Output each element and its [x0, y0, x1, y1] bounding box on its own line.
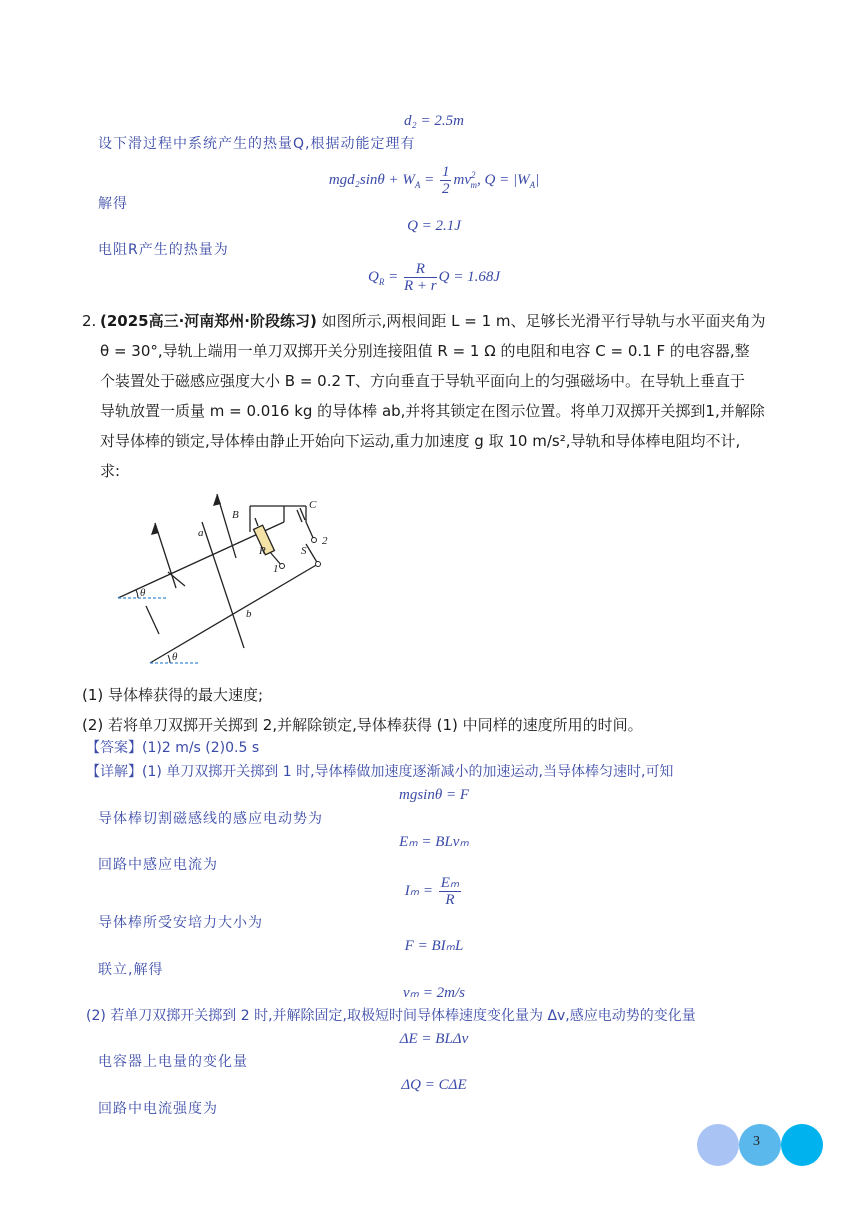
- detail-line: [86, 763, 673, 781]
- eq-emf: Eₘ = BLvₘ: [399, 834, 469, 850]
- problem-text-line: 导轨放置一质量 m = 0.016 kg 的导体棒 ab,并将其锁定在图示位置。将单刀双掷开关掷到1,并解除: [100, 402, 765, 420]
- problem-text-line: 对导体棒的锁定,导体棒由静止开始向下运动,重力加速度 g 取 10 m/s²,导轨和导体棒电阻均不计,: [100, 432, 741, 450]
- label-a: a: [198, 527, 204, 539]
- label-2: 2: [322, 535, 328, 547]
- q-equation: Q = 2.1J: [407, 218, 461, 234]
- label-B: B: [232, 509, 239, 521]
- detail-text: (1) 单刀双掷开关掷到 1 时,导体棒做加速度逐渐减小的加速运动,当导体棒匀速时,可知: [142, 764, 674, 780]
- current-strength-label: 回路中电流强度为: [98, 1101, 218, 1117]
- problem-text-line: 求:: [100, 462, 121, 480]
- label-theta-bottom: θ: [172, 651, 178, 663]
- problem-number: 2.: [82, 312, 97, 330]
- label-b: b: [246, 608, 252, 620]
- sub-question-2: (2) 若将单刀双掷开关掷到 2,并解除锁定,导体棒获得 (1) 中同样的速度所用的时间。: [82, 716, 643, 734]
- qr-equation: $Q_R$ = $\frac{R}{R + r}$ Q = 1.68J: [368, 261, 500, 295]
- problem-text-line: (2025高三·河南郑州·阶段练习) 如图所示,两根间距 L = 1 m、足够长光滑平行导轨与水平面夹角为: [100, 312, 766, 330]
- label-R: R: [259, 545, 266, 557]
- heat-intro-text: 设下滑过程中系统产生的热量Q,根据动能定理有: [98, 136, 416, 152]
- problem-source: (2025高三·河南郑州·阶段练习): [100, 312, 317, 330]
- circle-mid: [739, 1124, 781, 1166]
- problem-text-line: 个装置处于磁感应强度大小 B = 0.2 T、方向垂直于导轨平面向上的匀强磁场中。在导轨上垂直于: [100, 372, 745, 390]
- eq-current: Iₘ = $\frac{\text{Eₘ}}{R}$: [404, 875, 460, 909]
- eq-velocity: vₘ = 2m/s: [403, 985, 465, 1001]
- answer-tag: 【答案】: [86, 740, 142, 756]
- label-C: C: [309, 499, 317, 511]
- force-label: 导体棒所受安培力大小为: [98, 915, 263, 931]
- eq-delta-e: ΔE = BLΔv: [399, 1031, 469, 1047]
- r-heat-label: 电阻R产生的热量为: [98, 242, 229, 258]
- lower-rail: [150, 564, 318, 663]
- detail-tag: 【详解】: [86, 764, 142, 780]
- rail-diagram: [110, 488, 340, 673]
- switch-pivot: [316, 562, 321, 567]
- sub-question-1: (1) 导体棒获得的最大速度;: [82, 686, 264, 704]
- page-number-decoration: [697, 1124, 827, 1168]
- solve-label-2: 联立,解得: [98, 962, 164, 978]
- eq-delta-q: ΔQ = CΔE: [401, 1077, 467, 1093]
- answer-text: (1)2 m/s (2)0.5 s: [142, 740, 260, 756]
- current-label: 回路中感应电流为: [98, 857, 218, 873]
- charge-label: 电容器上电量的变化量: [98, 1054, 248, 1070]
- label-S: S: [301, 545, 307, 557]
- eq-force: F = BIₘL: [404, 938, 464, 954]
- d2-equation: d₂ = 2.5m: [404, 113, 464, 129]
- circle-light: [697, 1124, 739, 1166]
- label-theta-top: θ: [140, 587, 146, 599]
- page-number: 3: [753, 1134, 760, 1149]
- solve-label-1: 解得: [98, 196, 128, 212]
- problem-text-line: θ = 30°,导轨上端用一单刀双掷开关分别连接阻值 R = 1 Ω 的电阻和电容 C = 0.1 F 的电容器,整: [100, 342, 750, 360]
- contact-1: [280, 564, 285, 569]
- eq-mgsin: mgsinθ = F: [399, 787, 469, 803]
- problem-2: [82, 306, 802, 486]
- contact-2: [312, 538, 317, 543]
- emf-label: 导体棒切割磁感线的感应电动势为: [98, 811, 323, 827]
- energy-equation: $mgd_2\sin\theta + W_A$ = $\frac{1}{2}$ $mv^2_m$, $Q = |W_A|$: [328, 164, 540, 198]
- sub-questions: [82, 680, 802, 740]
- label-1: 1: [273, 563, 279, 575]
- answer-line: [86, 739, 259, 757]
- part2-text: (2) 若单刀双掷开关掷到 2 时,并解除固定,取极短时间导体棒速度变化量为 Δv,感应电动势的变化量: [86, 1008, 696, 1024]
- circle-dark: [781, 1124, 823, 1166]
